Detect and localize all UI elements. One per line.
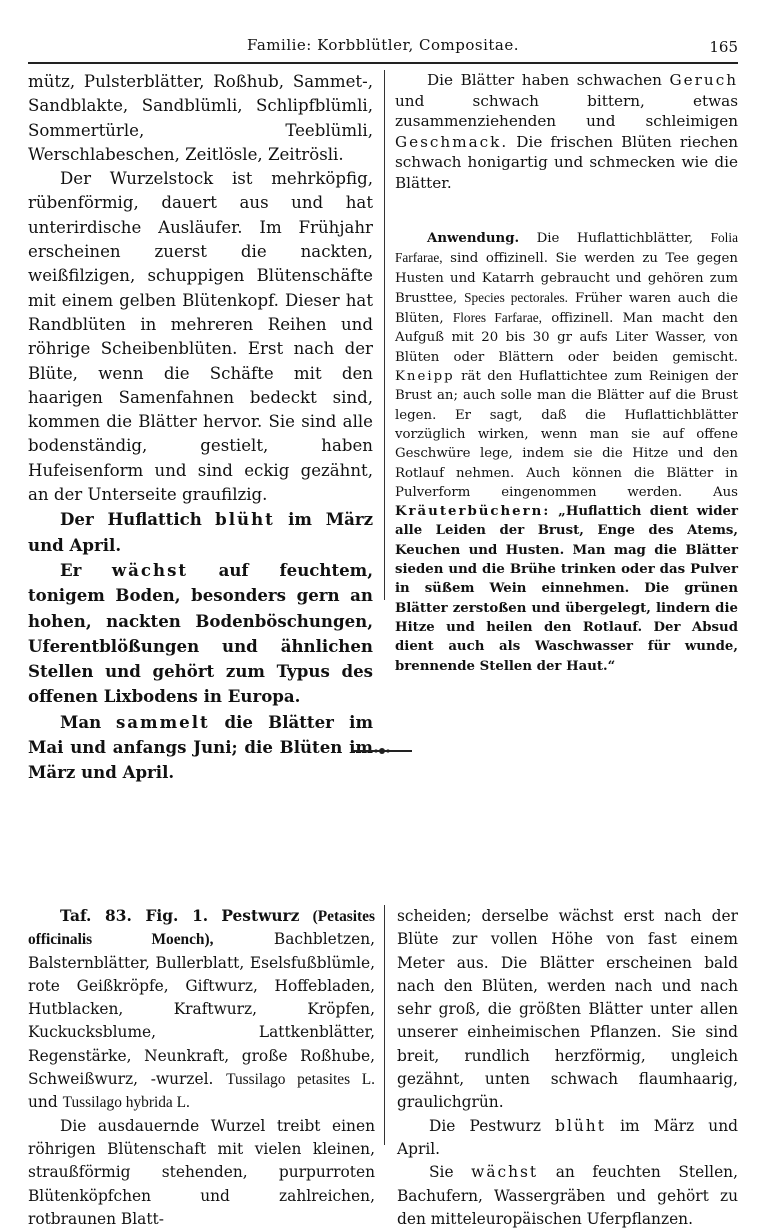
paragraph-odor-taste (395, 70, 738, 194)
plant-name: Pestwurz (221, 907, 300, 925)
flowering-keyword: blüht (215, 509, 275, 530)
plant-latin-name: (Petasites officinalis Moench), (28, 908, 375, 949)
paragraph-petasites-habitat (397, 1161, 738, 1231)
collection-rest: die Blätter im Mai und anfangs Juni; die Blüten im März und April. (28, 711, 374, 783)
odor-text-c: Die frischen Blüten riechen schwach honigartig und schmecken wie die Blätter. (395, 132, 738, 192)
section-divider-ornament (352, 746, 412, 756)
paragraph-leaves: scheiden; derselbe wächst erst nach der Blüte zur vollen Höhe von fast einem Meter aus. Die Blätter erscheinen bald nach den Blüten, werden nach und nach sehr groß, die größten Blätter unter allen unserer einheimischen Pflanzen. Sie sind breit, rundlich herzförmig, ungleich gezähnt, unten schwach flaumhaarig, graulichgrün. (397, 907, 738, 1112)
plate-reference: Taf. 83. Fig. 1. (60, 907, 209, 925)
petasites-habitat-keyword: wächst (471, 1163, 539, 1182)
usage-kraeuterbuecher: Kräuterbüchern: (395, 504, 551, 520)
usage-text-3: Früher waren auch die Blüten, (395, 290, 738, 327)
usage-latin-folia: Folia Farfarae, (395, 230, 738, 266)
paragraph-root: Die ausdauernde Wurzel treibt einen röhrigen Blütenschaft mit vielen kleinen, straußförmig stehenden, purpurroten Blütenköpfchen und zahlreichen, rotbraunen Blatt- (28, 1116, 375, 1228)
right-column-odor (395, 70, 738, 194)
usage-quote: „Huflattich dient wider alle Leiden der Brust, Enge des Atems, Keuchen und Husten. Man mag die Blätter sieden und die Brühe trinken oder das Pulver in süßem Wein einnehmen. Die grünen Blätter zerstoßen und übergelegt, lindern die Hitze und heilen den Rotlauf. Der Absud dient auch als Waschwasser für wunde, brennende Stellen der Haut.“ (395, 504, 738, 674)
left-column-top (28, 70, 373, 786)
flowering-rest: im März und April. (28, 509, 374, 555)
petasites-habitat-lead: Sie (429, 1163, 454, 1182)
usage-latin-species: Species pectorales. (464, 289, 569, 305)
petasites-flowering-rest: im März und April. (397, 1116, 738, 1158)
paragraph-rootstock: Der Wurzelstock ist mehrköpfig, rübenförmig, dauert aus und hat unterirdische Ausläufer. Im Frühjahr erscheinen zuerst die nackten, weißfilzigen, schuppigen Blütenschäfte mit einem gelben Blütenkopf. Dieser hat Randblüten in mehreren Reihen und röhrige Scheibenblüten. Erst nach der Blüte, wenn die Schäfte mit den haarigen Samenfahnen bedeckt sind, kommen die Blätter hervor. Sie sind alle bodenständig, gestielt, haben Hufeisenform und sind eckig gezähnt, an der Unterseite graufilzig. (28, 169, 373, 505)
paragraph-common-names: mütz, Pulsterblätter, Roßhub, Sammet-, Sandblakte, Sandblümli, Schlipfblümli, Sommertürle, Teeblümli, Werschlabeschen, Zeitlösle, Zeitrösli. (28, 72, 373, 164)
usage-text-4: offizinell. Man macht den Aufguß mit 20 bis 30 gr aufs Liter Wasser, von Blüten oder Blättern oder beiden gemischt. (395, 311, 738, 365)
right-column-usage (395, 228, 738, 676)
right-column-bottom (397, 905, 738, 1231)
paragraph-petasites-flowering (397, 1115, 738, 1162)
petasites-habitat-rest: an feuchten Stellen, Bachufern, Wassergräben und gehört zu den mitteleuropäischen Uferpflanzen. (397, 1163, 738, 1228)
paragraph-habitat (28, 558, 373, 710)
column-divider-top (384, 70, 385, 600)
usage-text-1: Die Huflattichblätter, (536, 231, 694, 246)
petasites-flowering-keyword: blüht (555, 1116, 606, 1135)
usage-text-2: sind offizinell. Sie werden zu Tee gegen Husten und Katarrh gebraucht und gehören zum Brusttee, (395, 251, 738, 306)
habitat-lead: Er (60, 559, 82, 580)
synonym-latin-2: Tussilago hybrida L. (62, 1094, 190, 1112)
habitat-rest: auf feuchtem, tonigem Boden, besonders gern an hohen, nackten Bodenböschungen, Uferentblößungen und ähnlichen Stellen und gehört zum Typus des offenen Lixbodens in Europa. (28, 559, 373, 707)
habitat-keyword: wächst (111, 559, 189, 580)
collection-lead: Man (60, 711, 102, 732)
column-divider-bottom (384, 905, 385, 1145)
usage-heading: Anwendung. (427, 231, 520, 246)
usage-latin-flores: Flores Farfarae, (452, 310, 543, 326)
page-number: 165 (709, 38, 738, 56)
synonym-und: und (28, 1093, 58, 1112)
page-header (28, 36, 738, 64)
paragraph-petasites-entry (28, 905, 375, 1115)
left-column-bottom (28, 905, 375, 1231)
flowering-lead: Der Huflattich (60, 509, 202, 530)
odor-keyword: Geruch (669, 71, 738, 89)
synonym-latin-1: Tussilago petasites L. (226, 1071, 375, 1089)
petasites-flowering-lead: Die Pestwurz (429, 1116, 541, 1135)
taste-keyword: Geschmack. (395, 132, 509, 151)
running-head: Familie: Korbblütler, Compositae. (246, 36, 520, 54)
plant-common-names: Bachbletzen, Balsternblätter, Bullerblatt, Eselsfußblümle, rote Geißkröpfe, Giftwurz, Hoffebladen, Hutblacken, Kraftwurz, Kröpfen, Kuckucksblume, Lattkenblätter, Regenstärke, Neunkraft, große Roßhube, Schweißwurz, -wurzel. (28, 930, 375, 1089)
odor-text-b: und schwach bittern, etwas zusammenziehenden und schleimigen (395, 91, 738, 131)
paragraph-usage (395, 228, 738, 676)
collection-keyword: sammelt (115, 711, 210, 732)
usage-text-5: rät den Huflattichtee zum Reinigen der Brust an; auch solle man die Blätter auf die Brust legen. Er sagt, daß die Huflattichblätter vorzüglich wirken, wenn man sie auf offene Geschwüre lege, indem sie die Hitze und den Rotlauf nehmen. Auch können die Blätter in Pulverform eingenommen werden. Aus (395, 369, 738, 500)
paragraph-flowering (28, 507, 373, 558)
usage-kneipp: Kneipp (395, 369, 455, 385)
paragraph-collection (28, 710, 373, 786)
odor-text-a: Die Blätter haben schwachen (427, 71, 662, 89)
